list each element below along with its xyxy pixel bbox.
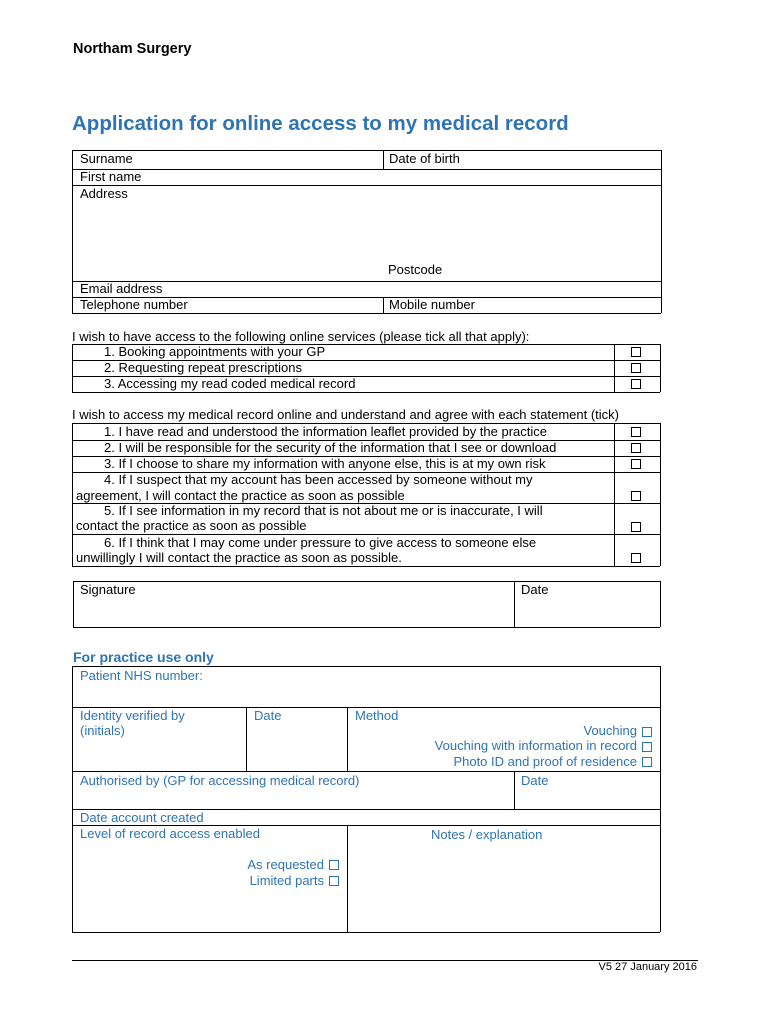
practice-use-heading: For practice use only — [73, 649, 214, 665]
mobile-label: Mobile number — [389, 297, 475, 312]
statement-6-checkbox[interactable] — [631, 553, 641, 563]
vouching-info-label: Vouching with information in record — [434, 738, 637, 753]
service-item: 2. Requesting repeat prescriptions — [104, 360, 303, 375]
identity-initials-label: (initials) — [80, 723, 125, 738]
statement-item: 5. If I see information in my record that is not about me or is inaccurate, I will — [104, 503, 543, 518]
notes-label: Notes / explanation — [431, 827, 543, 842]
service-item: 3. Accessing my read coded medical record — [104, 376, 356, 391]
service-item: 1. Booking appointments with your GP — [104, 344, 326, 359]
vouching-checkbox[interactable] — [642, 727, 652, 737]
statement-item: 6. If I think that I may come under pressure to give access to someone else — [104, 535, 537, 550]
photo-id-label: Photo ID and proof of residence — [453, 754, 637, 769]
statement-item-cont: contact the practice as soon as possible — [76, 518, 307, 533]
services-intro: I wish to have access to the following online services (please tick all that apply): — [72, 329, 530, 344]
telephone-label: Telephone number — [80, 297, 188, 312]
service-prescriptions-checkbox[interactable] — [631, 363, 641, 373]
identity-date-label: Date — [254, 708, 282, 723]
statement-item-cont: unwillingly I will contact the practice as soon as possible. — [76, 550, 402, 565]
record-access-level-label: Level of record access enabled — [80, 826, 260, 841]
statement-item: 2. I will be responsible for the security of the information that I see or download — [104, 440, 557, 455]
first-name-label: First name — [80, 169, 142, 184]
service-records-checkbox[interactable] — [631, 379, 641, 389]
address-label: Address — [80, 186, 128, 201]
as-requested-label: As requested — [247, 857, 324, 872]
statement-4-checkbox[interactable] — [631, 491, 641, 501]
vouching-label: Vouching — [583, 723, 637, 738]
limited-parts-label: Limited parts — [249, 873, 324, 888]
practice-name: Northam Surgery — [73, 41, 192, 57]
surname-label: Surname — [80, 151, 133, 166]
statement-1-checkbox[interactable] — [631, 427, 641, 437]
statement-3-checkbox[interactable] — [631, 459, 641, 469]
as-requested-checkbox[interactable] — [329, 860, 339, 870]
signature-date-label: Date — [521, 582, 549, 597]
statement-5-checkbox[interactable] — [631, 522, 641, 532]
statement-item-cont: agreement, I will contact the practice as soon as possible — [76, 488, 405, 503]
identity-verified-label: Identity verified by — [80, 708, 185, 723]
statement-item: 1. I have read and understood the information leaflet provided by the practice — [104, 424, 548, 439]
statements-intro: I wish to access my medical record online and understand and agree with each statement (tick) — [72, 407, 619, 422]
footer-version: V5 27 January 2016 — [598, 961, 697, 973]
signature-label: Signature — [80, 582, 136, 597]
limited-parts-checkbox[interactable] — [329, 876, 339, 886]
statement-item: 4. If I suspect that my account has been accessed by someone without my — [104, 472, 533, 487]
nhs-number-label: Patient NHS number: — [80, 668, 203, 683]
email-label: Email address — [80, 281, 163, 296]
method-label: Method — [355, 708, 399, 723]
authorised-date-label: Date — [521, 773, 549, 788]
date-account-created-label: Date account created — [80, 810, 204, 825]
document-title: Application for online access to my medical record — [72, 112, 569, 135]
statement-2-checkbox[interactable] — [631, 443, 641, 453]
vouching-info-checkbox[interactable] — [642, 742, 652, 752]
authorised-by-label: Authorised by (GP for accessing medical record) — [80, 773, 360, 788]
service-booking-checkbox[interactable] — [631, 347, 641, 357]
postcode-label: Postcode — [388, 262, 443, 277]
statement-item: 3. If I choose to share my information with anyone else, this is at my own risk — [104, 456, 546, 471]
dob-label: Date of birth — [389, 151, 460, 166]
photo-id-checkbox[interactable] — [642, 757, 652, 767]
